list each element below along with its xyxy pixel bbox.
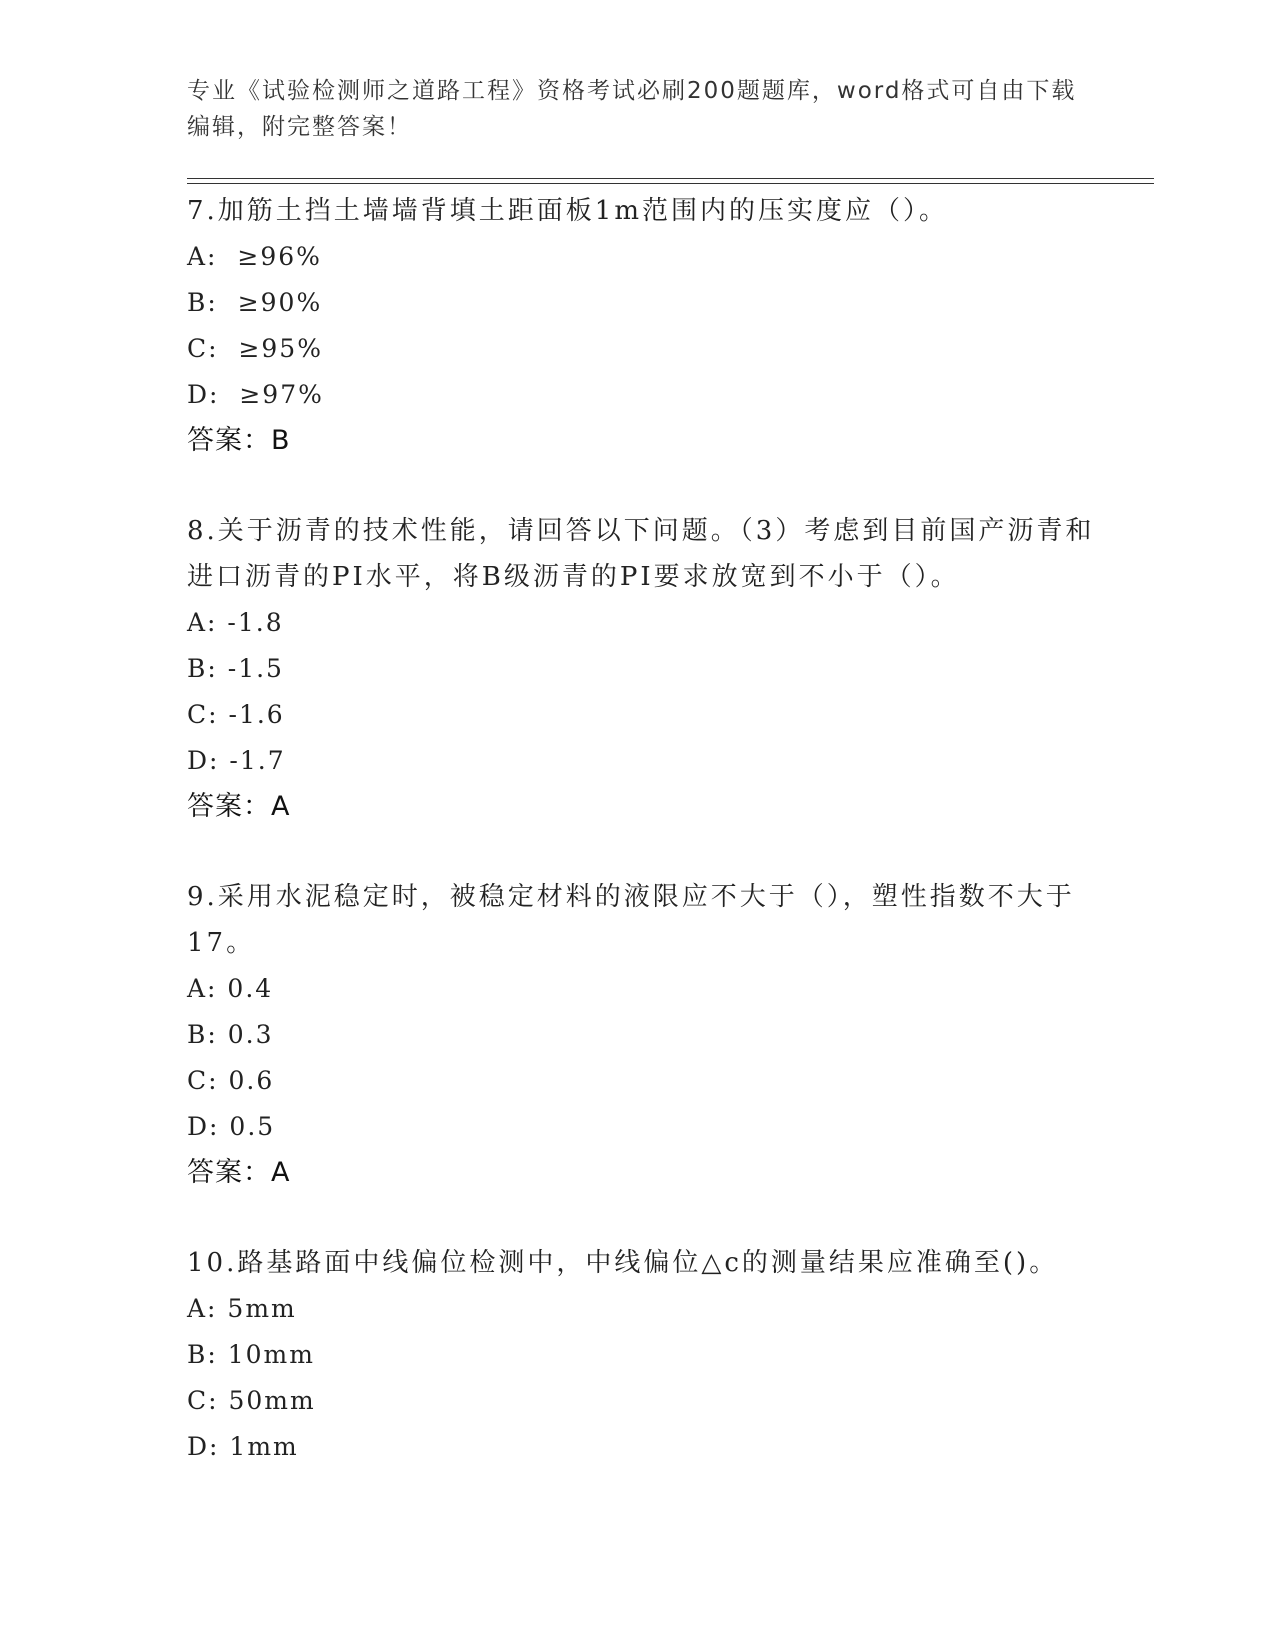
- answer-line: 答案：B: [187, 425, 291, 456]
- question-list: [187, 188, 1107, 1514]
- question-stem: 8.关于沥青的技术性能，请回答以下问题。（3）考虑到目前国产沥青和进口沥青的PI水平，将B级沥青的PI要求放宽到不小于（）。: [187, 516, 1095, 592]
- option-a: A: 0.4: [187, 974, 274, 1003]
- option-c: C: 50mm: [187, 1386, 316, 1415]
- option-d: D: ≥97%: [187, 380, 324, 409]
- option-a: A: -1.8: [187, 608, 284, 637]
- option-c: C: 0.6: [187, 1066, 275, 1095]
- option-d: D: 0.5: [187, 1112, 276, 1141]
- option-b: B: 10mm: [187, 1340, 315, 1369]
- answer-line: 答案：A: [187, 1157, 291, 1188]
- header-divider-bottom: [187, 183, 1154, 184]
- question-7: [187, 188, 1107, 464]
- document-header: 专业《试验检测师之道路工程》资格考试必刷200题题库，word格式可自由下载编辑，附完整答案！: [187, 78, 1077, 140]
- option-d: D: 1mm: [187, 1432, 299, 1461]
- header-divider-top: [187, 178, 1154, 179]
- question-stem: 7.加筋土挡土墙墙背填土距面板1m范围内的压实度应（）。: [187, 196, 949, 226]
- question-stem: 10.路基路面中线偏位检测中，中线偏位△c的测量结果应准确至()。: [187, 1248, 1059, 1278]
- option-a: A: 5mm: [187, 1294, 297, 1323]
- option-b: B: 0.3: [187, 1020, 274, 1049]
- answer-line: 答案：A: [187, 791, 291, 822]
- option-b: B: -1.5: [187, 654, 284, 683]
- option-c: C: -1.6: [187, 700, 285, 729]
- option-b: B: ≥90%: [187, 288, 323, 317]
- option-d: D: -1.7: [187, 746, 286, 775]
- question-stem: 9.采用水泥稳定时，被稳定材料的液限应不大于（），塑性指数不大于17。: [187, 882, 1075, 958]
- question-10: [187, 1240, 1107, 1470]
- question-9: [187, 874, 1107, 1196]
- question-8: [187, 508, 1107, 830]
- option-c: C: ≥95%: [187, 334, 323, 363]
- option-a: A: ≥96%: [187, 242, 322, 271]
